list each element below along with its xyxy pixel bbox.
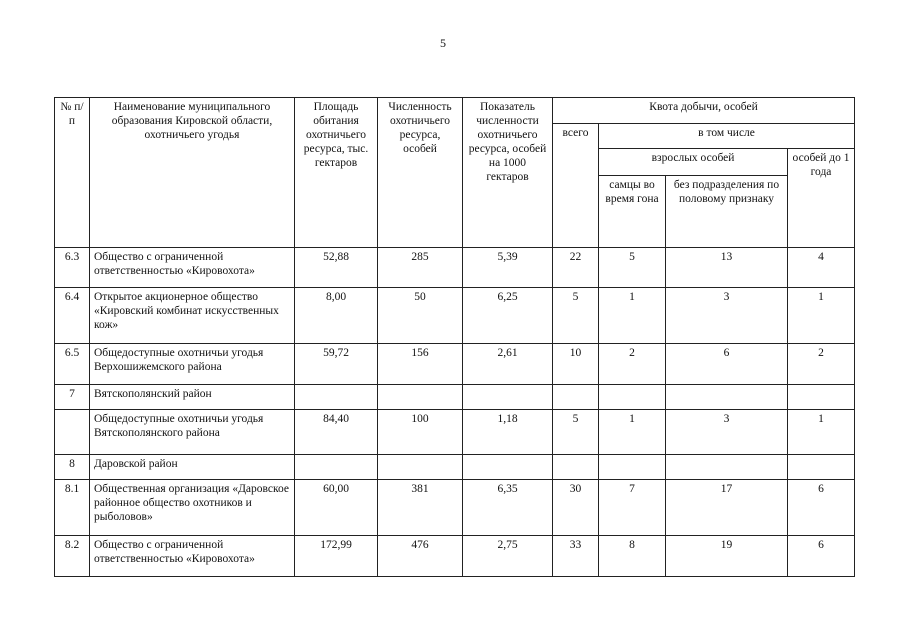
header-total: всего (553, 124, 599, 248)
cell-area: 84,40 (295, 410, 378, 455)
cell-num: 6.5 (55, 344, 90, 385)
cell-name: Общественная организация «Даровское районное общество охотников и рыболовов» (90, 480, 295, 536)
page-number: 5 (440, 36, 446, 50)
cell-name: Общедоступные охотничьи угодья Верхошижемского района (90, 344, 295, 385)
cell-males: 8 (599, 536, 666, 577)
table-row (55, 385, 855, 410)
header-adults: взрослых особей (599, 149, 788, 176)
cell-no-division: 13 (666, 248, 788, 288)
cell-young: 1 (788, 288, 855, 344)
cell-density: 2,75 (463, 536, 553, 577)
cell-males: 1 (599, 410, 666, 455)
cell-population: 381 (378, 480, 463, 536)
header-males: самцы во время гона (599, 176, 666, 248)
table-header (55, 98, 855, 248)
cell-total: 5 (553, 288, 599, 344)
cell-name: Общество с ограниченной ответственностью «Кировохота» (90, 248, 295, 288)
cell-total: 5 (553, 410, 599, 455)
table-row (55, 455, 855, 480)
cell-num: 8.1 (55, 480, 90, 536)
table-row (55, 480, 855, 536)
header-no-division: без подразделения по половому признаку (666, 176, 788, 248)
cell-males: 1 (599, 288, 666, 344)
cell-total: 33 (553, 536, 599, 577)
cell-males (599, 385, 666, 410)
cell-no-division (666, 455, 788, 480)
cell-no-division: 3 (666, 410, 788, 455)
cell-num: 8.2 (55, 536, 90, 577)
cell-density: 1,18 (463, 410, 553, 455)
cell-density: 6,35 (463, 480, 553, 536)
table-row (55, 248, 855, 288)
cell-num: 7 (55, 385, 90, 410)
cell-num: 6.4 (55, 288, 90, 344)
cell-total (553, 385, 599, 410)
header-including: в том числе (599, 124, 855, 149)
cell-area: 172,99 (295, 536, 378, 577)
cell-no-division: 3 (666, 288, 788, 344)
cell-young: 1 (788, 410, 855, 455)
cell-young: 6 (788, 480, 855, 536)
cell-total: 10 (553, 344, 599, 385)
table-row (55, 344, 855, 385)
cell-population: 100 (378, 410, 463, 455)
cell-males: 7 (599, 480, 666, 536)
cell-young (788, 455, 855, 480)
cell-population: 50 (378, 288, 463, 344)
header-density: Показатель численности охотничьего ресурса, особей на 1000 гектаров (463, 98, 553, 248)
header-area: Площадь обитания охотничьего ресурса, тыс. гектаров (295, 98, 378, 248)
table-row (55, 536, 855, 577)
cell-num: 6.3 (55, 248, 90, 288)
cell-density (463, 385, 553, 410)
cell-no-division: 17 (666, 480, 788, 536)
cell-num: 8 (55, 455, 90, 480)
cell-males (599, 455, 666, 480)
cell-males: 2 (599, 344, 666, 385)
cell-population: 285 (378, 248, 463, 288)
cell-area: 8,00 (295, 288, 378, 344)
cell-population: 476 (378, 536, 463, 577)
cell-total (553, 455, 599, 480)
cell-young: 4 (788, 248, 855, 288)
cell-density: 6,25 (463, 288, 553, 344)
header-population: Численность охотничьего ресурса, особей (378, 98, 463, 248)
cell-population (378, 385, 463, 410)
cell-name: Общество с ограниченной ответственностью «Кировохота» (90, 536, 295, 577)
table-body (55, 248, 855, 577)
cell-young: 6 (788, 536, 855, 577)
cell-area: 52,88 (295, 248, 378, 288)
cell-num (55, 410, 90, 455)
cell-no-division: 19 (666, 536, 788, 577)
header-young: особей до 1 года (788, 149, 855, 248)
cell-area: 59,72 (295, 344, 378, 385)
header-num: № п/п (55, 98, 90, 248)
cell-total: 30 (553, 480, 599, 536)
cell-density (463, 455, 553, 480)
cell-young (788, 385, 855, 410)
cell-area: 60,00 (295, 480, 378, 536)
cell-no-division: 6 (666, 344, 788, 385)
cell-name: Вятскополянский район (90, 385, 295, 410)
cell-name: Общедоступные охотничьи угодья Вятскополянского района (90, 410, 295, 455)
cell-name: Даровской район (90, 455, 295, 480)
cell-no-division (666, 385, 788, 410)
header-quota: Квота добычи, особей (553, 98, 855, 124)
cell-total: 22 (553, 248, 599, 288)
table-row (55, 288, 855, 344)
cell-population (378, 455, 463, 480)
cell-area (295, 385, 378, 410)
cell-males: 5 (599, 248, 666, 288)
cell-population: 156 (378, 344, 463, 385)
cell-name: Открытое акционерное общество «Кировский комбинат искусственных кож» (90, 288, 295, 344)
cell-density: 2,61 (463, 344, 553, 385)
cell-area (295, 455, 378, 480)
cell-density: 5,39 (463, 248, 553, 288)
quota-table (54, 97, 855, 577)
table-row (55, 410, 855, 455)
cell-young: 2 (788, 344, 855, 385)
header-name: Наименование муниципального образования Кировской области, охотничьего угодья (90, 98, 295, 248)
